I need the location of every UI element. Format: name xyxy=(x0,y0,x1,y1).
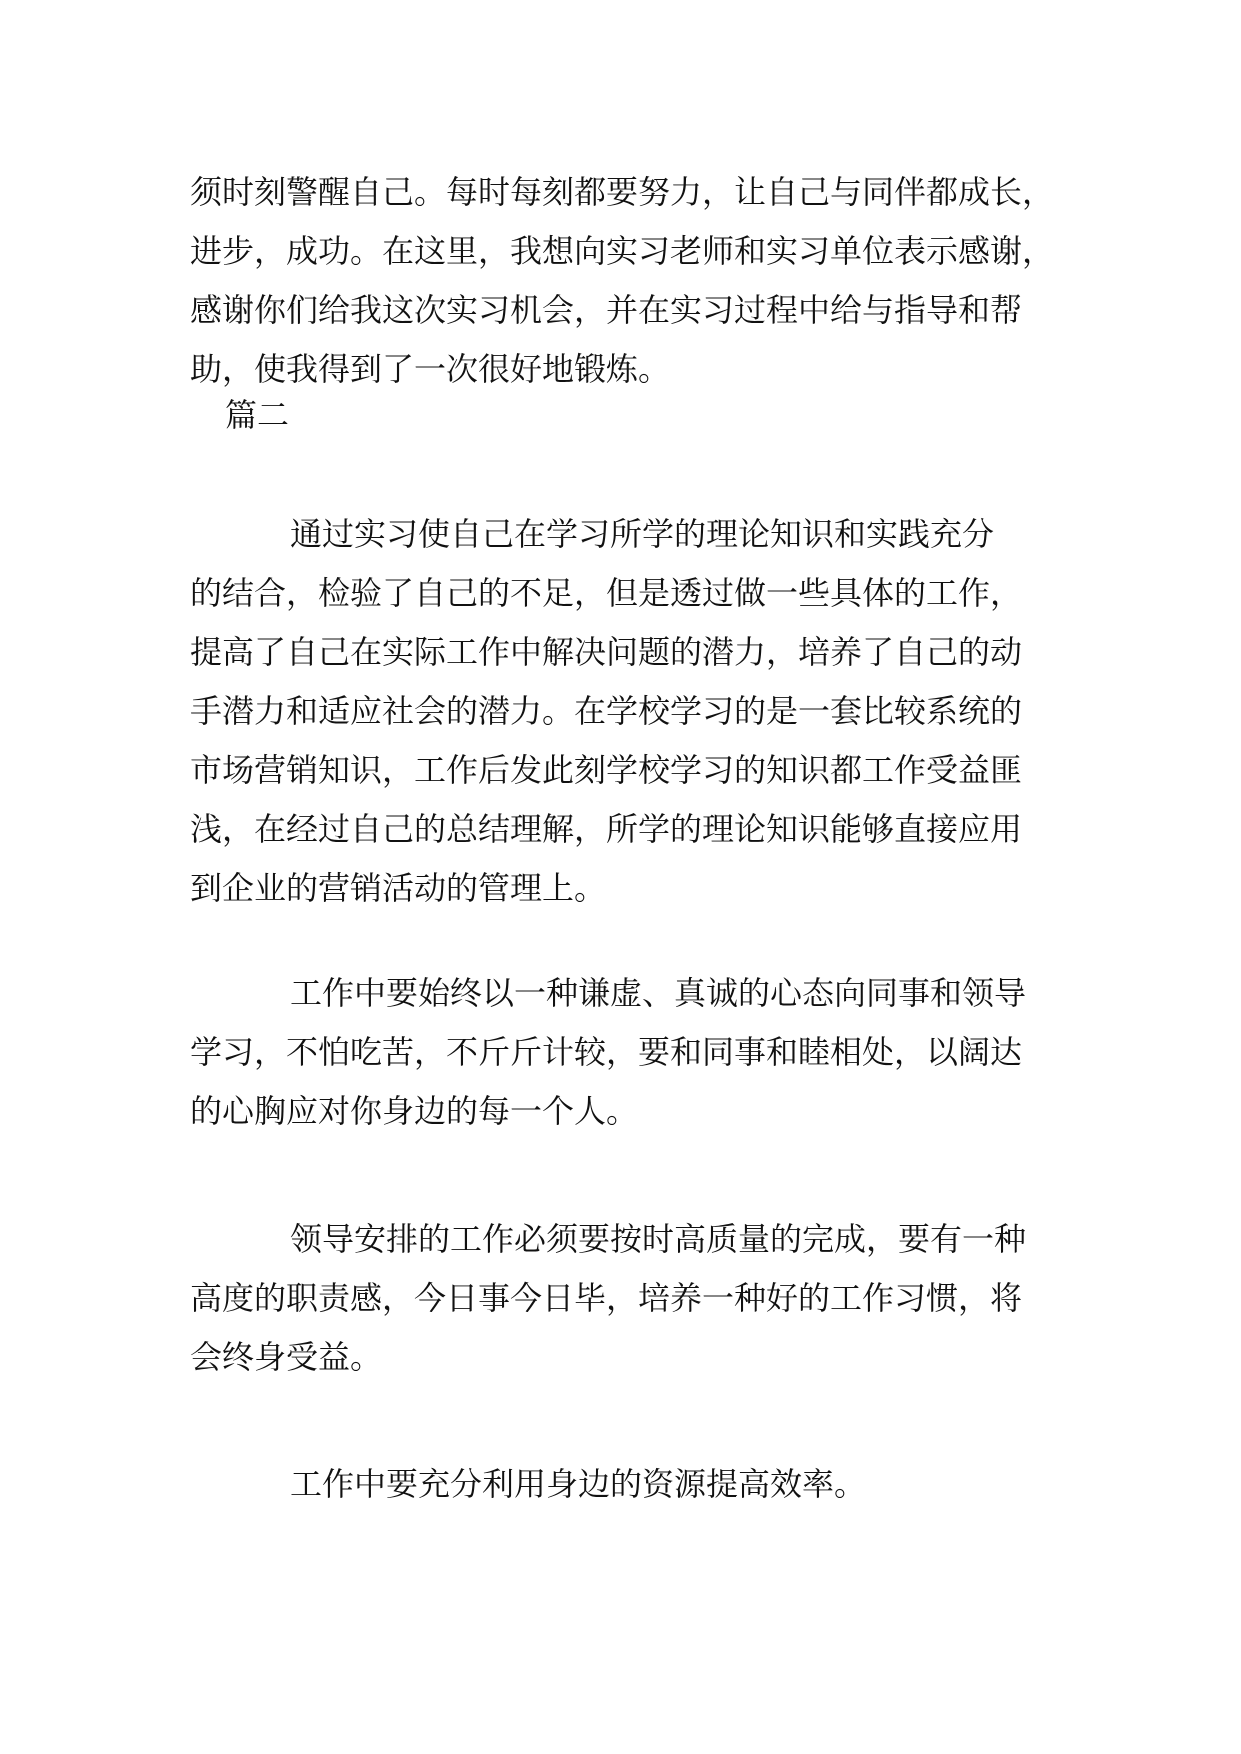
text-line: 会终身受益。 xyxy=(190,1338,383,1376)
text-line: 感谢你们给我这次实习机会，并在实习过程中给与指导和帮 xyxy=(190,291,1023,329)
text-line: 工作中要始终以一种谦虚、真诚的心态向同事和领导 xyxy=(290,974,1027,1012)
text-line: 进步，成功。在这里，我想向实习老师和实习单位表示感谢， xyxy=(190,232,1055,270)
text-line: 须时刻警醒自己。每时每刻都要努力，让自己与同伴都成长， xyxy=(190,173,1055,211)
text-line: 领导安排的工作必须要按时高质量的完成，要有一种 xyxy=(290,1220,1027,1258)
paragraph-1 xyxy=(190,505,1060,918)
text-line: 工作中要充分利用身边的资源提高效率。 xyxy=(290,1465,867,1503)
section-heading: 篇二 xyxy=(225,396,290,434)
text-line: 学习，不怕吃苦，不斤斤计较，要和同事和睦相处，以阔达 xyxy=(190,1033,1023,1071)
text-line: 手潜力和适应社会的潜力。在学校学习的是一套比较系统的 xyxy=(190,692,1023,730)
paragraph-continued xyxy=(190,163,1060,399)
paragraph-2 xyxy=(190,964,1060,1141)
text-line: 提高了自己在实际工作中解决问题的潜力，培养了自己的动 xyxy=(190,633,1023,671)
paragraph-4 xyxy=(190,1455,1060,1514)
text-line: 市场营销知识，工作后发此刻学校学习的知识都工作受益匪 xyxy=(190,751,1023,789)
text-line: 的结合，检验了自己的不足，但是透过做一些具体的工作， xyxy=(190,574,1023,612)
text-line: 的心胸应对你身边的每一个人。 xyxy=(190,1092,639,1130)
text-line: 通过实习使自己在学习所学的理论知识和实践充分 xyxy=(290,515,995,553)
text-line: 浅，在经过自己的总结理解，所学的理论知识能够直接应用 xyxy=(190,810,1023,848)
text-line: 到企业的营销活动的管理上。 xyxy=(190,869,607,907)
text-line: 高度的职责感，今日事今日毕，培养一种好的工作习惯，将 xyxy=(190,1279,1023,1317)
text-line: 助，使我得到了一次很好地锻炼。 xyxy=(190,350,671,388)
paragraph-3 xyxy=(190,1210,1060,1387)
